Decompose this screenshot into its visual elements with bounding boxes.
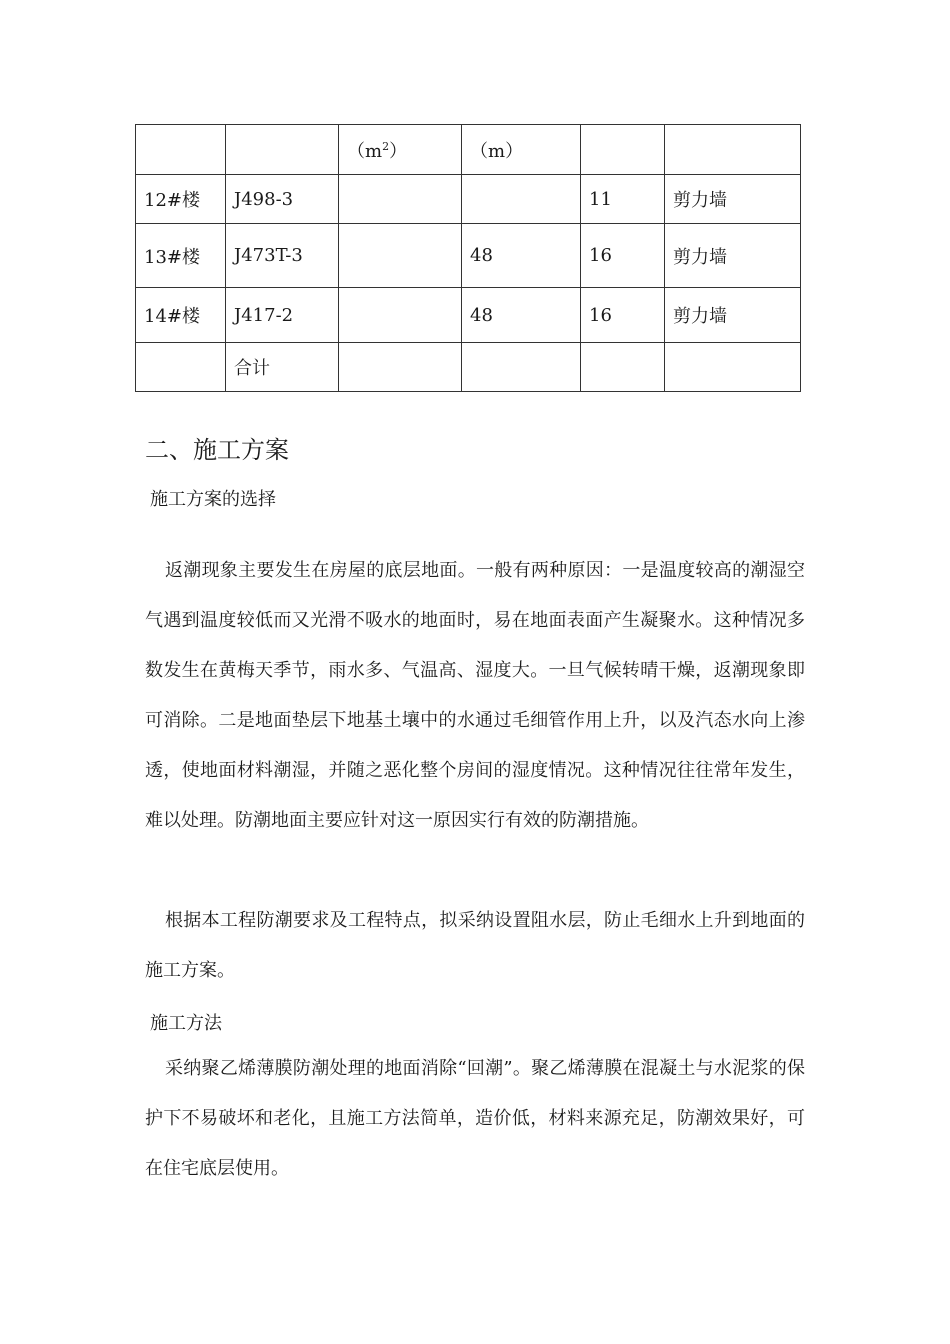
floors-cell: 11 [581, 175, 665, 224]
code-cell: J498-3 [226, 175, 339, 224]
paragraph-selected-plan: 根据本工程防潮要求及工程特点，拟采纳设置阻水层，防止毛细水上升到地面的施工方案。 [145, 910, 805, 981]
building-cell: 13#楼 [136, 224, 226, 288]
subheading-plan-selection: 施工方案的选择 [150, 489, 276, 510]
building-cell [136, 343, 226, 392]
total-label-cell: 合计 [226, 343, 339, 392]
table-row [136, 288, 801, 343]
paragraph-method-description: 采纳聚乙烯薄膜防潮处理的地面消除“回潮”。聚乙烯薄膜在混凝土与水泥浆的保护下不易破坏和老化，且施工方法简单，造价低，材料来源充足，防潮效果好，可在住宅底层使用。 [145, 1058, 805, 1179]
structure-cell [665, 343, 801, 392]
structure-cell: 剪力墙 [665, 288, 801, 343]
area-cell [339, 224, 462, 288]
floors-cell: 16 [581, 288, 665, 343]
length-unit-cell: （m） [462, 125, 581, 175]
table-row [136, 175, 801, 224]
structure-cell: 剪力墙 [665, 175, 801, 224]
building-table [135, 124, 801, 392]
table-cell [226, 125, 339, 175]
area-cell [339, 288, 462, 343]
length-cell: 48 [462, 288, 581, 343]
table-cell [136, 125, 226, 175]
building-cell: 14#楼 [136, 288, 226, 343]
table-cell [665, 125, 801, 175]
floors-cell [581, 343, 665, 392]
length-cell [462, 175, 581, 224]
code-cell: J473T-3 [226, 224, 339, 288]
subheading-construction-method: 施工方法 [150, 1013, 222, 1034]
code-cell: J417-2 [226, 288, 339, 343]
table-header-row [136, 125, 801, 175]
building-cell: 12#楼 [136, 175, 226, 224]
paragraph-dampness-causes: 返潮现象主要发生在房屋的底层地面。一般有两种原因：一是温度较高的潮湿空气遇到温度较低而又光滑不吸水的地面时，易在地面表面产生凝聚水。这种情况多数发生在黄梅天季节，雨水多、气温高、湿度大。一旦气候转晴干燥，返潮现象即可消除。二是地面垫层下地基土壤中的水通过毛细管作用上升，以及汽态水向上渗透，使地面材料潮湿，并随之恶化整个房间的湿度情况。这种情况往往常年发生，难以处理。防潮地面主要应针对这一原因实行有效的防潮措施。 [145, 560, 805, 831]
length-cell: 48 [462, 224, 581, 288]
floors-cell: 16 [581, 224, 665, 288]
area-cell [339, 175, 462, 224]
area-unit-cell: $(m^2)$ [339, 125, 462, 175]
area-cell [339, 343, 462, 392]
length-cell [462, 343, 581, 392]
table-cell [581, 125, 665, 175]
table-total-row [136, 343, 801, 392]
table-row [136, 224, 801, 288]
section-title: 二、施工方案 [145, 436, 289, 464]
structure-cell: 剪力墙 [665, 224, 801, 288]
